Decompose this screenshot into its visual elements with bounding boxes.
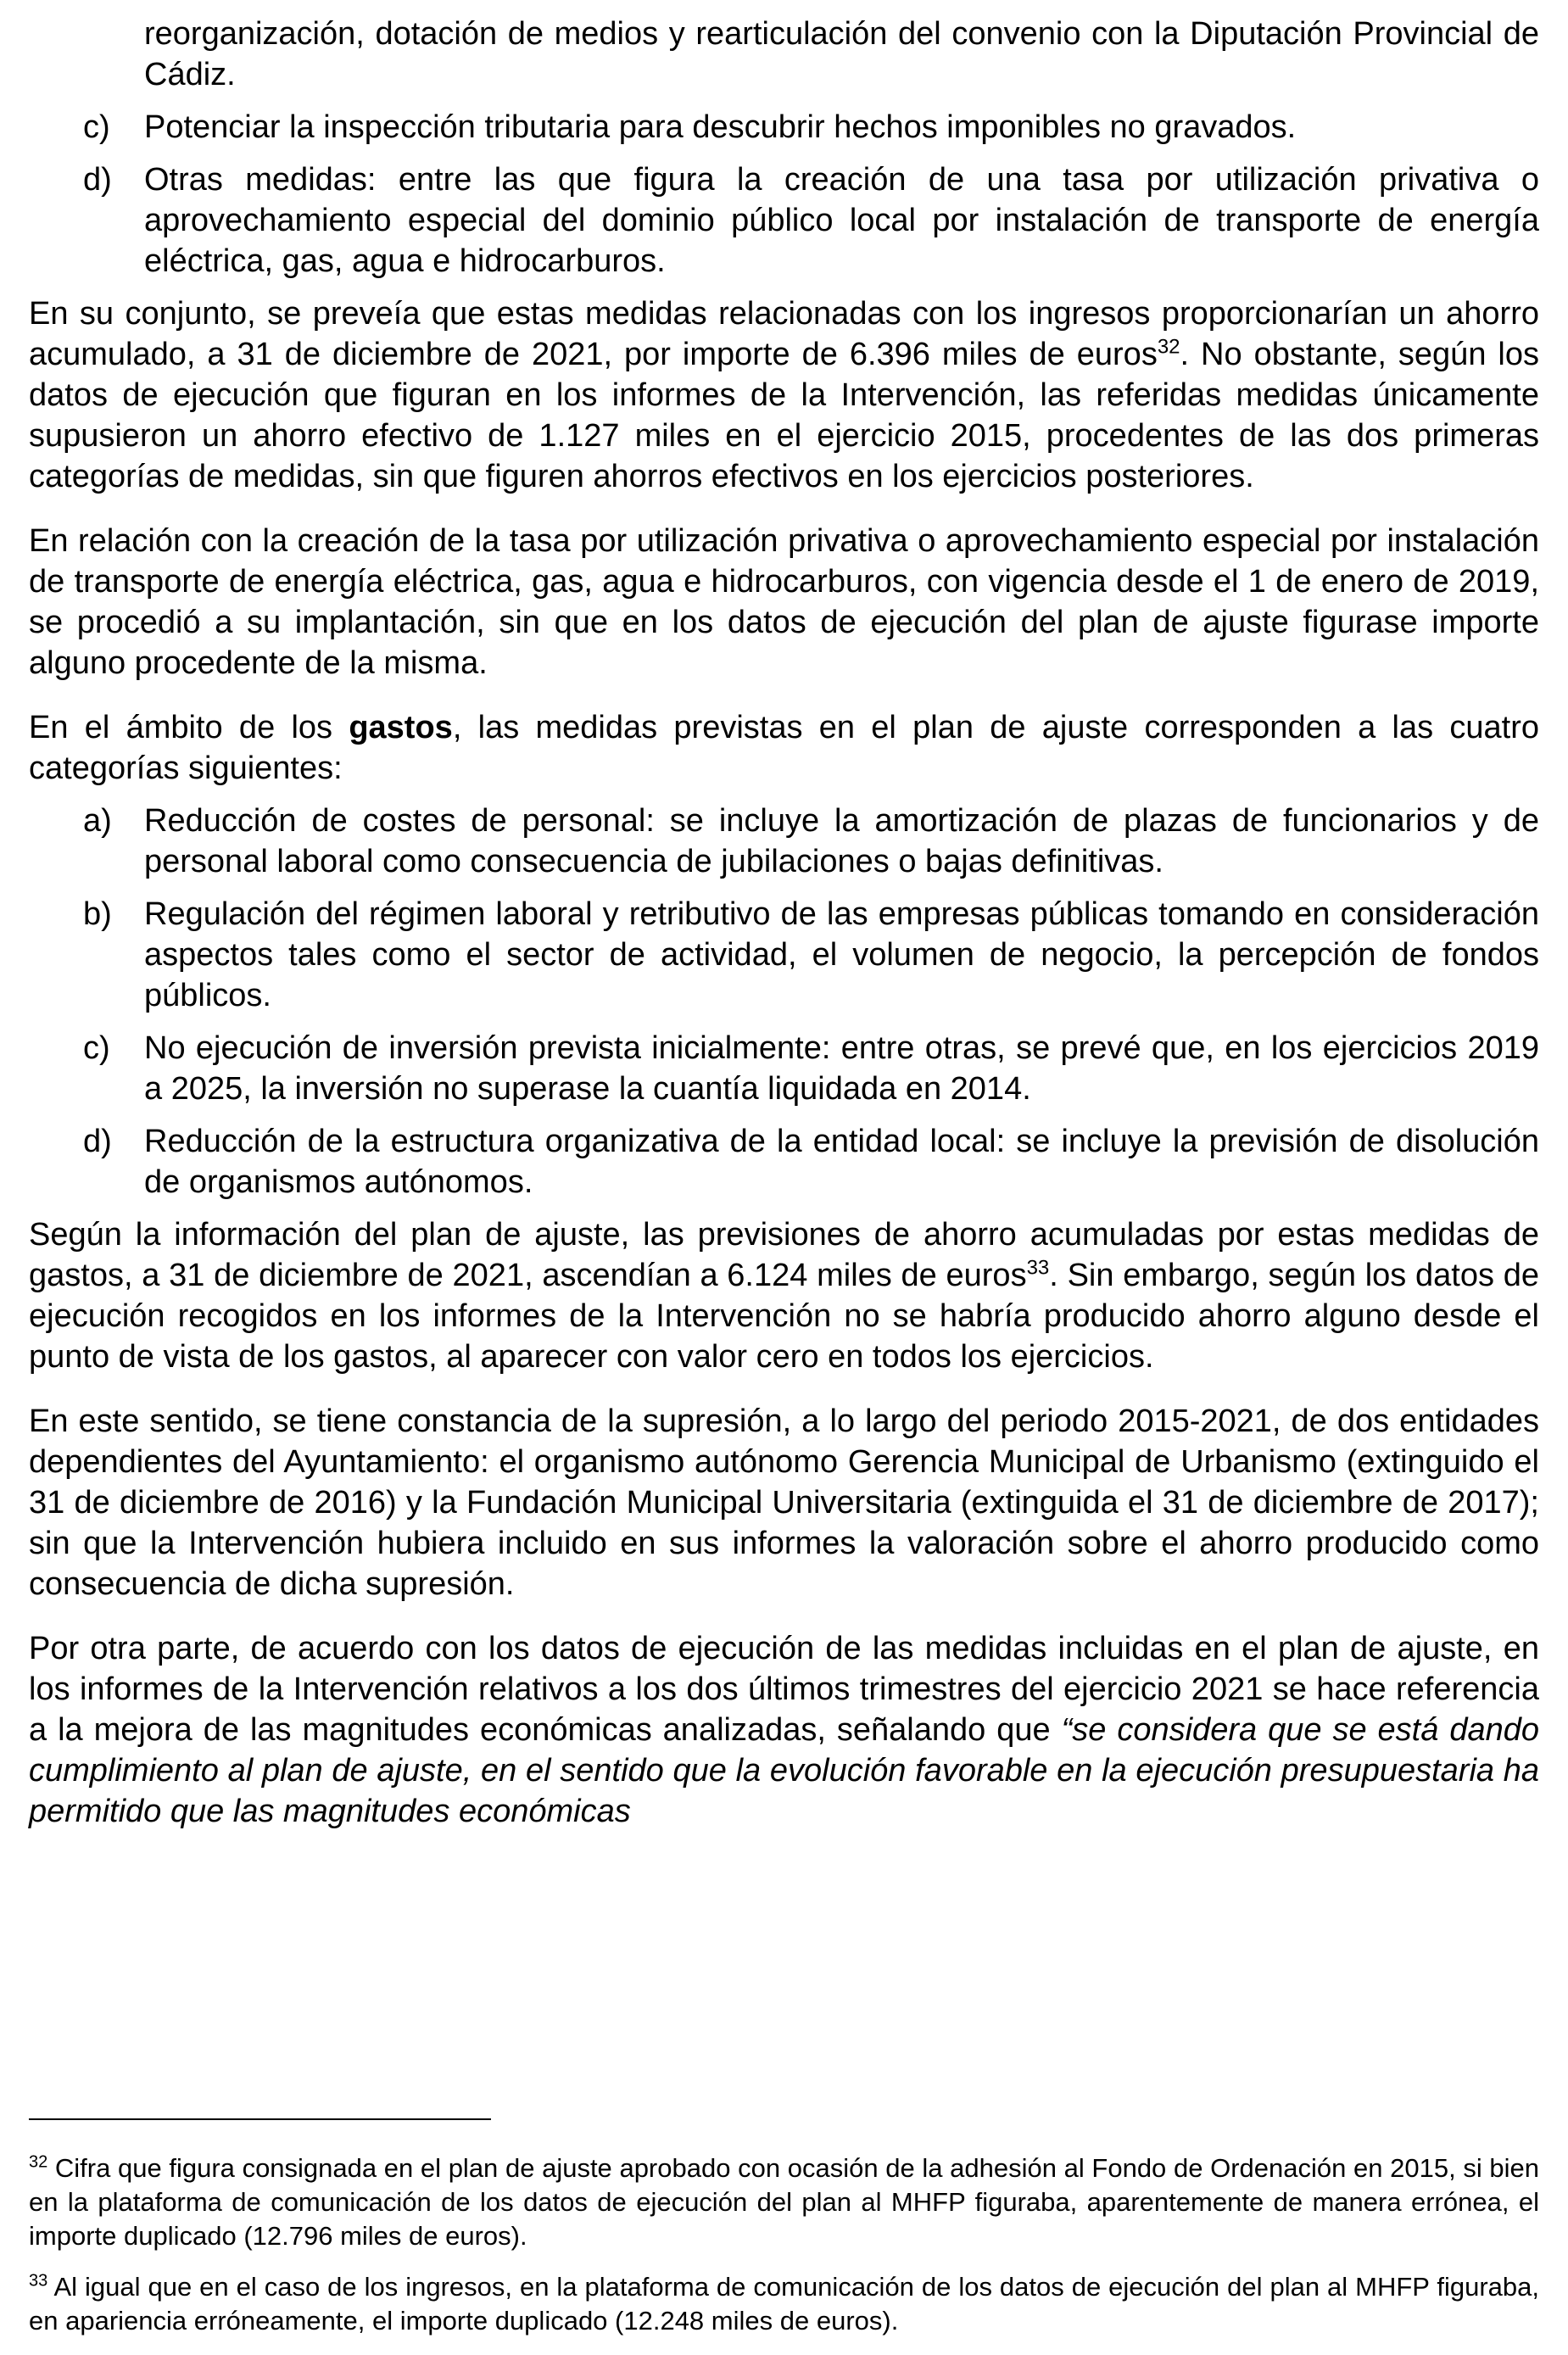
gastos-measures-list [29, 801, 1539, 1203]
list-item-label: d) [83, 162, 112, 198]
list-item-text: Reducción de la estructura organizativa de la entidad local: se incluye la previsión de disolución de organismos autónomos. [144, 1124, 1539, 1200]
document-page [29, 14, 1539, 1856]
ingresos-measures-list [29, 107, 1539, 282]
paragraph-gastos-savings [29, 1214, 1539, 1377]
list-item-text: Potenciar la inspección tributaria para descubrir hechos imponibles no gravados. [144, 109, 1297, 145]
text-run: En su conjunto, se preveía que estas medidas relacionadas con los ingresos proporcionarían un ahorro acumulado, a 31 de diciembre de 2021, por importe de 6.396 miles de euros [29, 296, 1539, 372]
list-item-continuation: reorganización, dotación de medios y rearticulación del convenio con la Diputación Provincial de Cádiz. [144, 16, 1539, 92]
list-item-text: Regulación del régimen laboral y retributivo de las empresas públicas tomando en consideración aspectos tales como el sector de actividad, el volumen de negocio, la percepción de fondos públicos. [144, 896, 1539, 1013]
paragraph-tasa: En relación con la creación de la tasa por utilización privativa o aprovechamiento especial por instalación de transporte de energía eléctrica, gas, agua e hidrocarburos, con vigencia desde el 1 de enero de 2019, se procedió a su implantación, sin que en los datos de ejecución del plan de ajuste figurase importe alguno procedente de la misma. [29, 523, 1539, 681]
list-item [29, 894, 1539, 1016]
text-run: Según la información del plan de ajuste, las previsiones de ahorro acumuladas por estas medidas de gastos, a 31 de diciembre de 2021, ascendían a 6.124 miles de euros [29, 1217, 1539, 1293]
text-run: , las medidas previstas en el plan de ajuste corresponden a las cuatro categorías siguientes: [29, 710, 1539, 786]
text-run: En el ámbito de los [29, 710, 349, 745]
list-item [29, 1028, 1539, 1109]
list-item [29, 107, 1539, 148]
list-item-label: a) [83, 803, 112, 839]
list-item-label: b) [83, 896, 112, 932]
footnote-text: Cifra que figura consignada en el plan de ajuste aprobado con ocasión de la adhesión al Fondo de Ordenación en 2015, si bien en la plataforma de comunicación de los datos de ejecución del plan al MHFP figuraba, aparentemente de manera errónea, el importe duplicado (12.796 miles de euros). [29, 2153, 1539, 2251]
footnote-separator [29, 2118, 491, 2120]
list-item-label: c) [83, 1030, 110, 1066]
list-item [29, 1121, 1539, 1203]
text-run: Por otra parte, de acuerdo con los datos de ejecución de las medidas incluidas en el plan de ajuste, en los informes de la Intervención relativos a los dos últimos trimestres del ejercicio 2021 se hace referencia a la mejora de las magnitudes económicas analizadas, señalando que [29, 1631, 1539, 1748]
footnote-number: 32 [29, 2152, 48, 2172]
footnote-33 [29, 2270, 1539, 2338]
list-item [29, 801, 1539, 882]
list-item-label: d) [83, 1124, 112, 1159]
text-run: . No obstante, según los datos de ejecución que figuran en los informes de la Intervención, las referidas medidas únicamente supusieron un ahorro efectivo de 1.127 miles en el ejercicio 2015, procedentes de las dos primeras categorías de medidas, sin que figuren ahorros efectivos en los ejercicios posteriores. [29, 337, 1539, 494]
footnote-number: 33 [29, 2271, 48, 2291]
list-item-text: Reducción de costes de personal: se incluye la amortización de plazas de funcionarios y de personal laboral como consecuencia de jubilaciones o bajas definitivas. [144, 803, 1539, 879]
footnote-ref-33[interactable]: 33 [1026, 1256, 1050, 1280]
paragraph-supresion: En este sentido, se tiene constancia de la supresión, a lo largo del periodo 2015-2021, de dos entidades dependientes del Ayuntamiento: el organismo autónomo Gerencia Municipal de Urbanismo (extinguido el 31 de diciembre de 2016) y la Fundación Municipal Universitaria (extinguida el 31 de diciembre de 2017); sin que la Intervención hubiera incluido en sus informes la valoración sobre el ahorro producido como consecuencia de dicha supresión. [29, 1404, 1539, 1602]
list-item-text: Otras medidas: entre las que figura la creación de una tasa por utilización privativa o aprovechamiento especial del dominio público local por instalación de transporte de energía eléctrica, gas, agua e hidrocarburos. [144, 162, 1539, 279]
quoted-text: “se considera que se está dando cumplimiento al plan de ajuste, en el sentido que la evolución favorable en la ejecución presupuestaria ha permitido que las magnitudes económicas [29, 1712, 1539, 1829]
list-item-label: c) [83, 109, 110, 145]
text-run: . Sin embargo, según los datos de ejecución recogidos en los informes de la Intervención no se habría producido ahorro alguno desde el punto de vista de los gastos, al aparecer con valor cero en todos los ejercicios. [29, 1258, 1539, 1375]
footnote-ref-32[interactable]: 32 [1157, 335, 1180, 359]
footnote-32 [29, 2151, 1539, 2253]
paragraph-ingresos-savings [29, 293, 1539, 497]
footnotes [29, 2151, 1539, 2355]
paragraph-gastos-intro [29, 707, 1539, 789]
footnote-text: Al igual que en el caso de los ingresos, en la plataforma de comunicación de los datos de ejecución del plan al MHFP figuraba, en apariencia erróneamente, el importe duplicado (12.248 miles de euros). [29, 2272, 1539, 2335]
list-item [29, 159, 1539, 282]
paragraph-intervencion [29, 1628, 1539, 1832]
list-item-text: No ejecución de inversión prevista inicialmente: entre otras, se prevé que, en los ejercicios 2019 a 2025, la inversión no superase la cuantía liquidada en 2014. [144, 1030, 1539, 1107]
bold-term: gastos [349, 710, 453, 745]
